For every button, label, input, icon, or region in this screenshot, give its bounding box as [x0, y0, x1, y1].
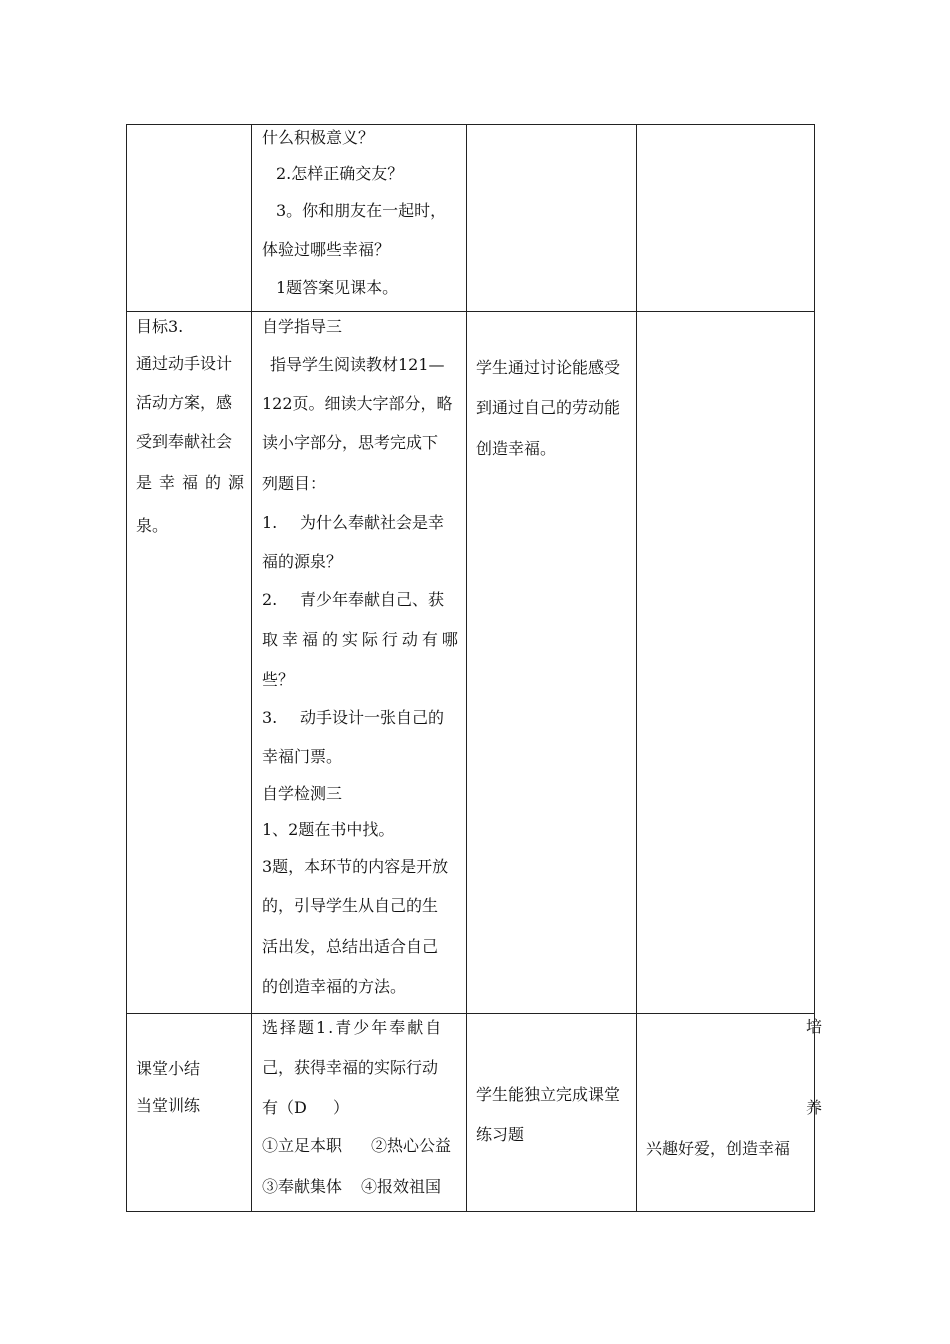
question-text: 动手设计一张自己的: [300, 708, 445, 727]
goal-line: 兴趣好爱，创造幸福: [646, 1139, 791, 1158]
exercise-line: 己，获得幸福的实际行动: [262, 1058, 439, 1077]
row-label: 课堂小结: [136, 1059, 201, 1078]
question-text: 些？: [262, 670, 295, 689]
question-text: 幸福门票。: [262, 747, 343, 766]
table-top-border: [126, 124, 815, 125]
student-outcome-line: 学生能独立完成课堂: [476, 1085, 621, 1104]
question-number: 1.: [262, 513, 278, 532]
text-line: 活出发，总结出适合自己: [262, 937, 439, 956]
row-divider: [126, 311, 815, 312]
goal-line: 通过动手设计: [136, 354, 233, 373]
text-line: 1题答案见课本。: [276, 278, 399, 297]
text-line: 3。你和朋友在一起时，: [276, 201, 447, 220]
row-label: 当堂训练: [136, 1096, 201, 1115]
text-line: 指导学生阅读教材121—: [270, 355, 445, 374]
exercise-line: 选择题1.青少年奉献自: [262, 1018, 444, 1037]
text-line: 体验过哪些幸福？: [262, 240, 391, 259]
text-line: 2.怎样正确交友？: [276, 164, 404, 183]
row-divider: [126, 1013, 815, 1014]
section-heading: 自学指导三: [262, 317, 343, 336]
column-divider: [636, 124, 637, 1212]
exercise-option: ①立足本职: [262, 1136, 343, 1155]
goal-line-justified: 是 幸 福 的 源: [136, 473, 244, 492]
table-bottom-border: [126, 1211, 815, 1212]
question-text: 青少年奉献自己、获: [300, 590, 445, 609]
student-outcome-line: 学生通过讨论能感受: [476, 358, 621, 377]
text-line: 列题目：: [262, 474, 327, 493]
column-divider: [251, 124, 252, 1212]
column-divider: [126, 124, 127, 1212]
goal-char: 培: [806, 1017, 823, 1036]
lesson-plan-table: [126, 124, 815, 1212]
section-heading: 自学检测三: [262, 784, 343, 803]
column-divider: [466, 124, 467, 1212]
text-line: 122页。细读大字部分，略: [262, 394, 453, 413]
question-number: 2.: [262, 590, 278, 609]
question-text-justified: 取 幸 福 的 实 际 行 动 有 哪: [262, 630, 458, 649]
question-text: 福的源泉？: [262, 552, 343, 571]
exercise-line: ）: [333, 1098, 350, 1117]
text-line: 什么积极意义？: [262, 128, 375, 147]
question-number: 3.: [262, 708, 278, 727]
goal-line: 泉。: [136, 516, 169, 535]
exercise-option: ④报效祖国: [361, 1177, 442, 1196]
text-line: 的创造幸福的方法。: [262, 977, 407, 996]
goal-line: 受到奉献社会: [136, 432, 233, 451]
column-divider: [814, 124, 815, 1212]
text-line: 的，引导学生从自己的生: [262, 896, 439, 915]
exercise-line: 有（D: [262, 1098, 307, 1117]
text-line: 读小字部分，思考完成下: [262, 433, 439, 452]
question-text: 为什么奉献社会是幸: [300, 513, 445, 532]
exercise-option: ②热心公益: [371, 1136, 452, 1155]
goal-char: 养: [806, 1098, 823, 1117]
text-line: 3题，本环节的内容是开放: [262, 857, 449, 876]
text-line: 1、2题在书中找。: [262, 820, 395, 839]
student-outcome-line: 练习题: [476, 1125, 525, 1144]
student-outcome-line: 创造幸福。: [476, 439, 557, 458]
goal-line: 活动方案，感: [136, 393, 233, 412]
student-outcome-line: 到通过自己的劳动能: [476, 398, 621, 417]
goal-label: 目标3.: [136, 317, 184, 336]
exercise-option: ③奉献集体: [262, 1177, 343, 1196]
